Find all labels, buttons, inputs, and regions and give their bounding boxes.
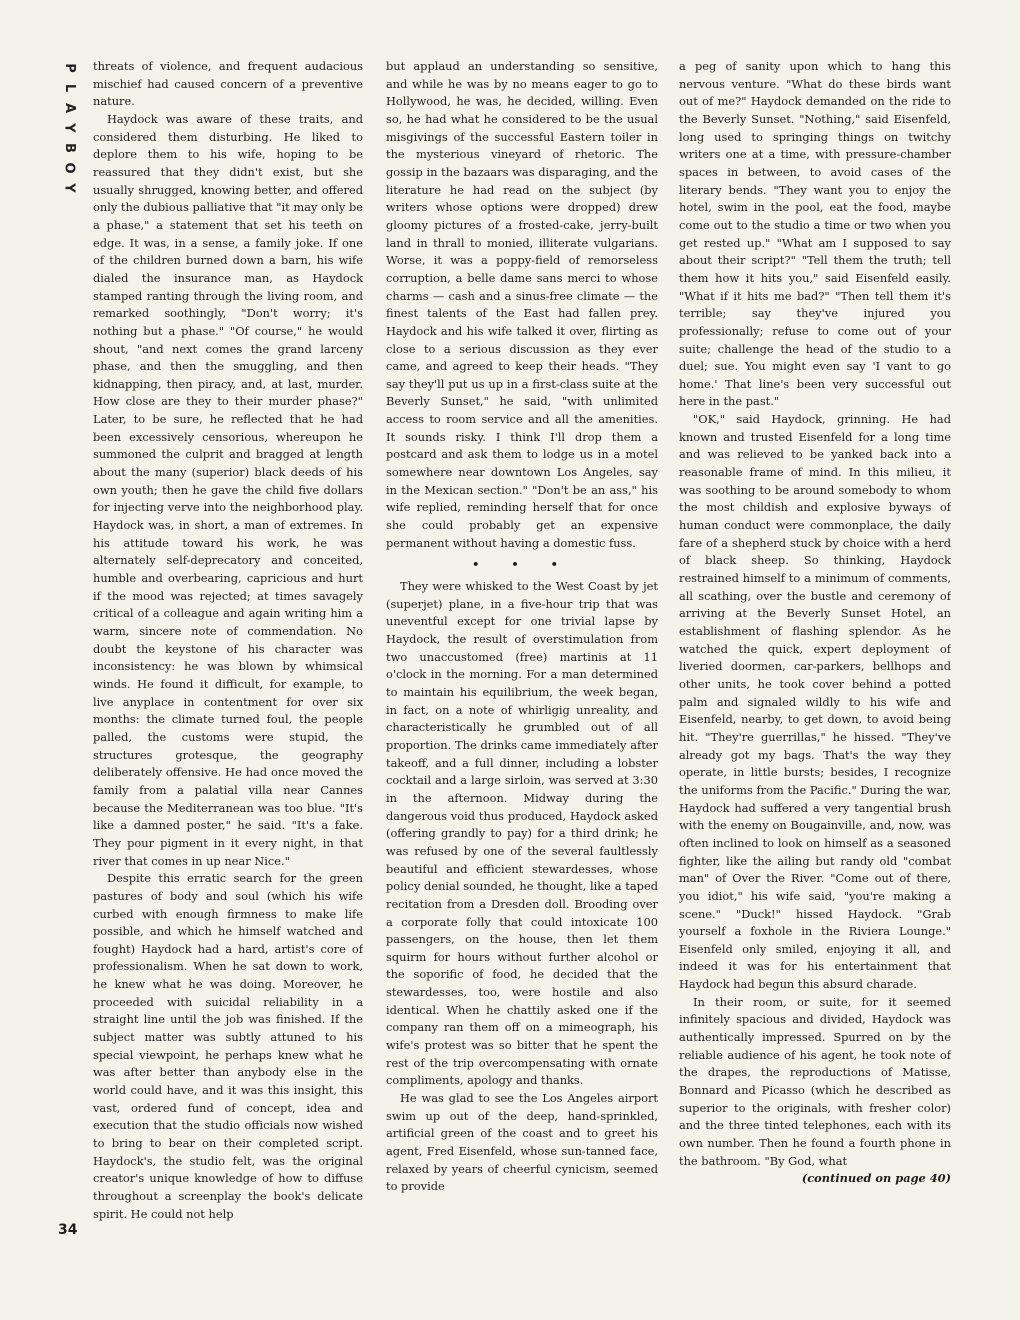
text-column-1 bbox=[93, 58, 363, 1278]
text-column-2 bbox=[386, 58, 658, 1278]
page-number: 34 bbox=[58, 1222, 78, 1238]
logo-letter: P bbox=[62, 63, 77, 73]
continued-note: (continued on page 40) bbox=[801, 1171, 951, 1186]
logo-letter: Y bbox=[61, 123, 77, 133]
paragraph: Despite this erratic search for the green pastures of body and soul (which his wife curbed with enough firmness to make life possible, and which he himself watched and fought) Haydock had a hard, artist's core of professionalism. When he sat down to work, he knew what he was doing. Moreover, he proceeded with suicidal reliability in a straight line until the job was finished. If the subject matter was subtly attuned to his special viewpoint, he perhaps knew what he was after better than anybody else in the world could have, and it was this insight, this vast, ordered fund of concept, idea and execution that the studio officials now wished to bring to bear on their completed script. Haydock's, the studio felt, was the original creator's unique knowledge of how to diffuse throughout a screenplay the book's delicate spirit. He could not help bbox=[93, 871, 363, 1221]
section-separator: • • • bbox=[472, 557, 572, 572]
paragraph: "OK," said Haydock, grinning. He had known and trusted Eisenfeld for a long time and was relieved to be yanked back into a reasonable frame of mind. In this milieu, it was soothing to be around somebody to whom the most childish and explosive byways of human conduct were commonplace, the daily fare of a shepherd stuck by choice with a herd of black sheep. So thinking, Haydock restrained himself to a minimum of comments, all scathing, over the bustle and ceremony of arriving at the Beverly Sunset Hotel, an establishment of flashing splendor. As he watched the quick, expert deployment of liveried doormen, car-parkers, bellhops and other units, he took cover behind a potted palm and signaled wildly to his wife and Eisenfeld, nearby, to get down, to avoid being hit. "They're guerrillas," he hissed. "They've already got my bags. That's the way they operate, in little bursts; besides, I recognize the uniforms from the Pacific." During the war, Haydock had suffered a very tangential brush with the enemy on Bougainville, and, now, was often inclined to look on himself as a seasoned fighter, like the ailing but randy old "combat man" of Over the River. "Come out of there, you idiot," his wife said, "you're making a scene." "Duck!" hissed Haydock. "Grab yourself a foxhole in the Riviera Lounge." Eisenfeld only smiled, enjoying it all, and indeed it was for his entertainment that Haydock had begun this absurd charade. bbox=[679, 412, 951, 992]
text-column-3 bbox=[679, 58, 951, 1278]
magazine-logo bbox=[58, 58, 80, 198]
logo-letter: Y bbox=[61, 183, 77, 193]
paragraph: a peg of sanity upon which to hang this nervous venture. "What do these birds want out of me?" Haydock demanded on the ride to the Beverly Sunset. "Nothing," said Eisenfeld, long used to springing things on twitchy writers one at a time, with pressure-chamber spaces in between, to avoid cases of the literary bends. "They want you to enjoy the hotel, swim in the pool, eat the food, maybe come out to the studio a time or two when you get rested up." "What am I supposed to say about their script?" "Tell them the truth; tell them how it hits you," said Eisenfeld easily. "What if it hits me bad?" "Then tell them it's terrible; say they've injured you professionally; refuse to come out of your suite; challenge the head of the studio to a duel; sue. You might even say 'I vant to go home.' That line's been very successful out here in the past." bbox=[679, 59, 951, 409]
paragraph: He was glad to see the Los Angeles airport swim up out of the deep, hand-sprinkled, artificial green of the coast and to greet his agent, Fred Eisenfeld, whose sun-tanned face, relaxed by years of cheerful cynicism, seemed to provide bbox=[386, 1091, 658, 1194]
paragraph: Haydock was aware of these traits, and considered them disturbing. He liked to deplore them to his wife, hoping to be reassured that they didn't exist, but she usually shrugged, knowing better, and offered only the dubious palliative that "it may only be a phase," a statement that set his teeth on edge. It was, in a sense, a family joke. If one of the children burned down a barn, his wife dialed the insurance man, as Haydock stamped ranting through the living room, and remarked soothingly, "Don't worry; it's nothing but a phase." "Of course," he would shout, "and next comes the grand larceny phase, and then the smuggling, and then kidnapping, then piracy, and, at last, murder. How close are they to their murder phase?" Later, to be sure, he reflected that he had been excessively censorious, whereupon he summoned the culprit and bragged at length about the many (superior) black deeds of his own youth; then he gave the child five dollars for injecting verve into the neighborhood play. Haydock was, in short, a man of extremes. In his attitude toward his work, he was alternately self-deprecatory and conceited, humble and overbearing, capricious and hurt if the mood was rejected; at times savagely critical of a colleague and again writing him a warm, sincere note of commendation. No doubt the keystone of his character was inconsistency: he was blown by whimsical winds. He found it difficult, for example, to live anyplace in contentment for over six months: the climate turned foul, the people palled, the customs were stupid, the structures grotesque, the geography deliberately offensive. He had once moved the family from a palatial villa near Cannes because the Mediterranean was too blue. "It's like a damned poster," he said. "It's a fake. They pour pigment in it every night, in that river that comes in up near Nice." bbox=[93, 111, 363, 868]
paragraph: They were whisked to the West Coast by jet (superjet) plane, in a five-hour trip that was uneventful except for one trivial lapse by Haydock, the result of overstimulation from two unaccustomed (free) martinis at 11 o'clock in the morning. For a man determined to maintain his equilibrium, the week began, in fact, on a note of whirligig unreality, and characteristically he grumbled out of all proportion. The drinks came immediately after takeoff, and a full dinner, including a lobster cocktail and a large sirloin, was served at 3:30 in the afternoon. Midway during the dangerous void thus produced, Haydock asked (offering grandly to pay) for a third drink; he was refused by one of the several faultlessly beautiful and efficient stewardesses, whose policy denial sounded, he thought, like a taped recitation from a Dresden doll. Brooding over a corporate folly that could intoxicate 100 passengers, on the house, then let them squirm for hours without further alcohol or the soporific of food, he decided that the stewardesses, too, were hostile and also identical. When he chattily asked one if the company ran them off on a mimeograph, his wife's protest was so bitter that he spent the rest of the trip overcompensating with ornate compliments, apology and thanks. bbox=[386, 579, 658, 1088]
logo-letter: B bbox=[61, 143, 77, 153]
logo-letter: A bbox=[62, 102, 77, 114]
logo-letter: L bbox=[61, 83, 77, 93]
paragraph: In their room, or suite, for it seemed infinitely spacious and divided, Haydock was authentically impressed. Spurred on by the reliable audience of his agent, he took note of the drapes, the reproductions of Matisse, Bonnard and Picasso (which he described as superior to the originals, with fresher color) and the three tinted telephones, each with its own number. Then he found a fourth phone in the bathroom. "By God, what bbox=[679, 994, 951, 1168]
paragraph: but applaud an understanding so sensitive, and while he was by no means eager to go to Hollywood, he was, he decided, willing. Even so, he had what he considered to be the usual misgivings of the successful Eastern toiler in the mysterious vineyard of rhetoric. The gossip in the bazaars was disparaging, and the literature he had read on the subject (by writers whose options were dropped) drew gloomy pictures of a frosted-cake, jerry-built land in thrall to monied, illiterate vulgarians. Worse, it was a poppy-field of remorseless corruption, a belle dame sans merci to whose charms — cash and a sinus-free climate — the finest talents of the East had fallen prey. Haydock and his wife talked it over, flirting as close to a serious discussion as they ever came, and agreed to keep their heads. "They say they'll put us up in a first-class suite at the Beverly Sunset," he said, "with unlimited access to room service and all the amenities. It sounds risky. I think I'll drop them a postcard and ask them to lodge us in a motel somewhere near downtown Los Angeles, say in the Mexican section." "Don't be an ass," his wife replied, reminding herself that for once she could probably get an expensive permanent without having a domestic fuss. bbox=[386, 59, 658, 550]
logo-letter: O bbox=[62, 162, 77, 174]
paragraph: threats of violence, and frequent audacious mischief had caused concern of a preventive nature. bbox=[93, 59, 363, 109]
